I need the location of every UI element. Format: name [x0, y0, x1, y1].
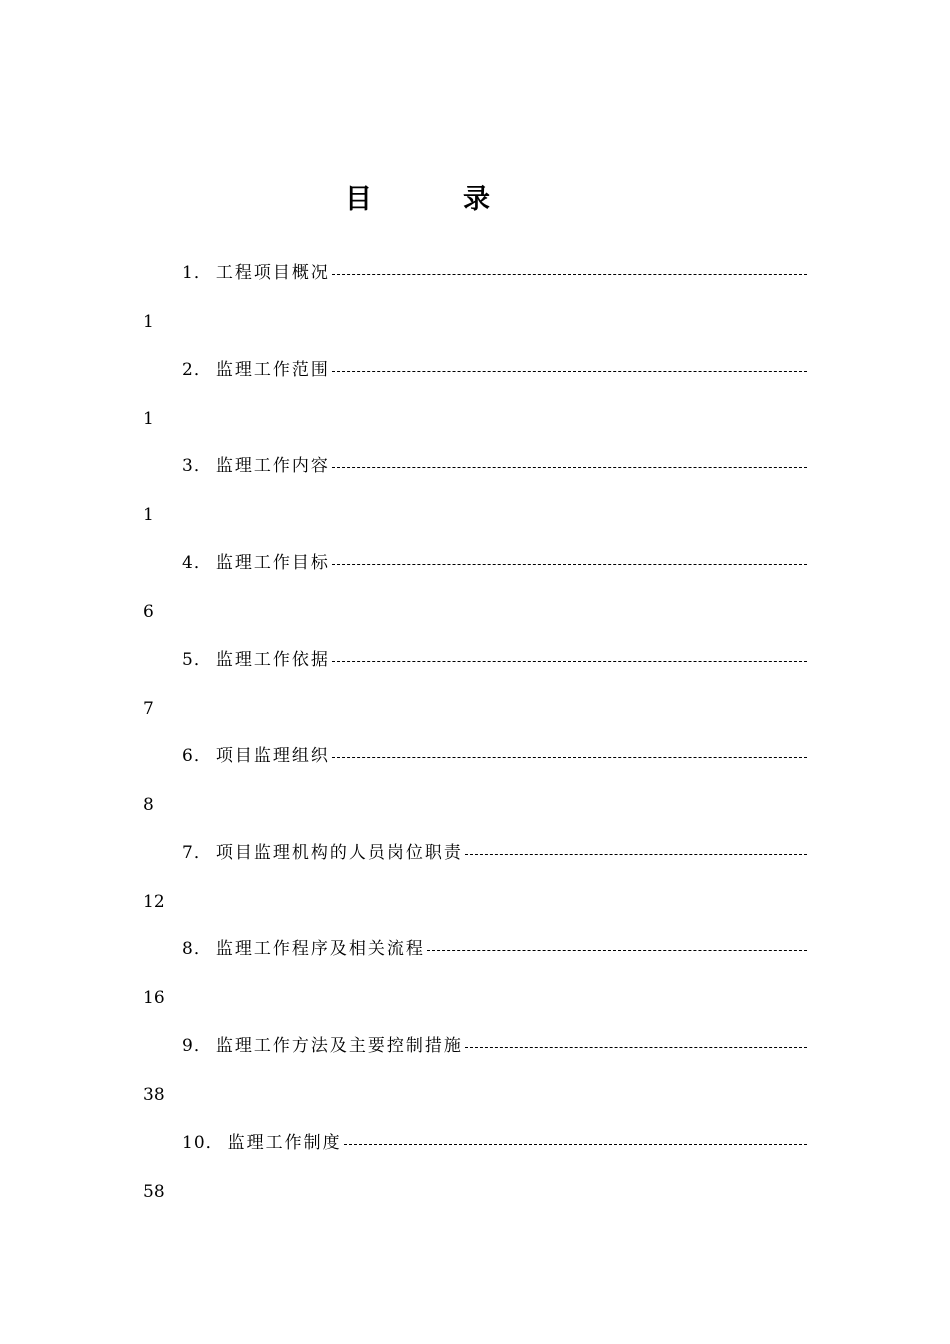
- toc-entry-page: 1: [143, 505, 154, 525]
- toc-entry-line: [182, 1033, 807, 1059]
- toc-entry-text: 监理工作方法及主要控制措施: [215, 1036, 463, 1056]
- toc-entry-line: [182, 550, 807, 576]
- toc-dot-leader: [332, 273, 807, 275]
- toc-entry[interactable]: [0, 550, 950, 646]
- toc-dot-leader: [332, 660, 807, 662]
- toc-entry-page: 7: [143, 699, 154, 719]
- toc-entry-page: 1: [143, 409, 154, 429]
- toc-entry-line: [182, 936, 807, 962]
- toc-dot-leader: [332, 756, 807, 758]
- toc-entry-number: 10．: [182, 1133, 224, 1153]
- toc-dot-leader: [344, 1143, 807, 1145]
- toc-entry[interactable]: [0, 1033, 950, 1129]
- toc-entry-page: 6: [143, 602, 154, 622]
- toc-entry-page: 16: [143, 988, 165, 1008]
- toc-entry-text: 工程项目概况: [215, 263, 330, 283]
- toc-dot-leader: [465, 853, 807, 855]
- toc-entry-number: 3．: [182, 456, 212, 476]
- toc-entry-line: [182, 1130, 807, 1156]
- toc-entry-number: 9．: [182, 1036, 212, 1056]
- toc-entry-line: [182, 743, 807, 769]
- toc-entry[interactable]: [0, 1130, 950, 1226]
- toc-entry[interactable]: [0, 357, 950, 453]
- toc-entry-page: 38: [143, 1085, 165, 1105]
- toc-entry-line: [182, 357, 807, 383]
- toc-entry-text: 项目监理机构的人员岗位职责: [215, 843, 463, 863]
- toc-entry[interactable]: [0, 840, 950, 936]
- toc-entry-number: 6．: [182, 746, 212, 766]
- toc-dot-leader: [465, 1046, 807, 1048]
- toc-entry-line: [182, 260, 807, 286]
- toc-entry-page: 1: [143, 312, 154, 332]
- toc-dot-leader: [332, 563, 807, 565]
- toc-entry[interactable]: [0, 936, 950, 1032]
- toc-entry-line: [182, 453, 807, 479]
- toc-entry-page: 8: [143, 795, 154, 815]
- toc-dot-leader: [332, 370, 807, 372]
- toc-entry[interactable]: [0, 647, 950, 743]
- toc-entry[interactable]: [0, 260, 950, 356]
- toc-entry[interactable]: [0, 453, 950, 549]
- toc-entry-page: 12: [143, 892, 165, 912]
- toc-entry-text: 项目监理组织: [215, 746, 330, 766]
- toc-title: 目 录: [345, 184, 522, 215]
- toc-entry-number: 2．: [182, 360, 212, 380]
- toc-entry[interactable]: [0, 743, 950, 839]
- toc-entry-text: 监理工作内容: [215, 456, 330, 476]
- toc-entry-number: 4．: [182, 553, 212, 573]
- toc-dot-leader: [332, 466, 807, 468]
- toc-entry-text: 监理工作依据: [215, 650, 330, 670]
- toc-entry-text: 监理工作程序及相关流程: [215, 939, 425, 959]
- toc-entry-number: 5．: [182, 650, 212, 670]
- toc-entry-number: 8．: [182, 939, 212, 959]
- toc-entry-line: [182, 647, 807, 673]
- toc-dot-leader: [427, 949, 807, 951]
- toc-entry-number: 7．: [182, 843, 212, 863]
- toc-entry-number: 1．: [182, 263, 212, 283]
- toc-entry-line: [182, 840, 807, 866]
- toc-entry-text: 监理工作范围: [215, 360, 330, 380]
- toc-entry-page: 58: [143, 1182, 165, 1202]
- toc-entry-text: 监理工作目标: [215, 553, 330, 573]
- toc-entry-text: 监理工作制度: [227, 1133, 342, 1153]
